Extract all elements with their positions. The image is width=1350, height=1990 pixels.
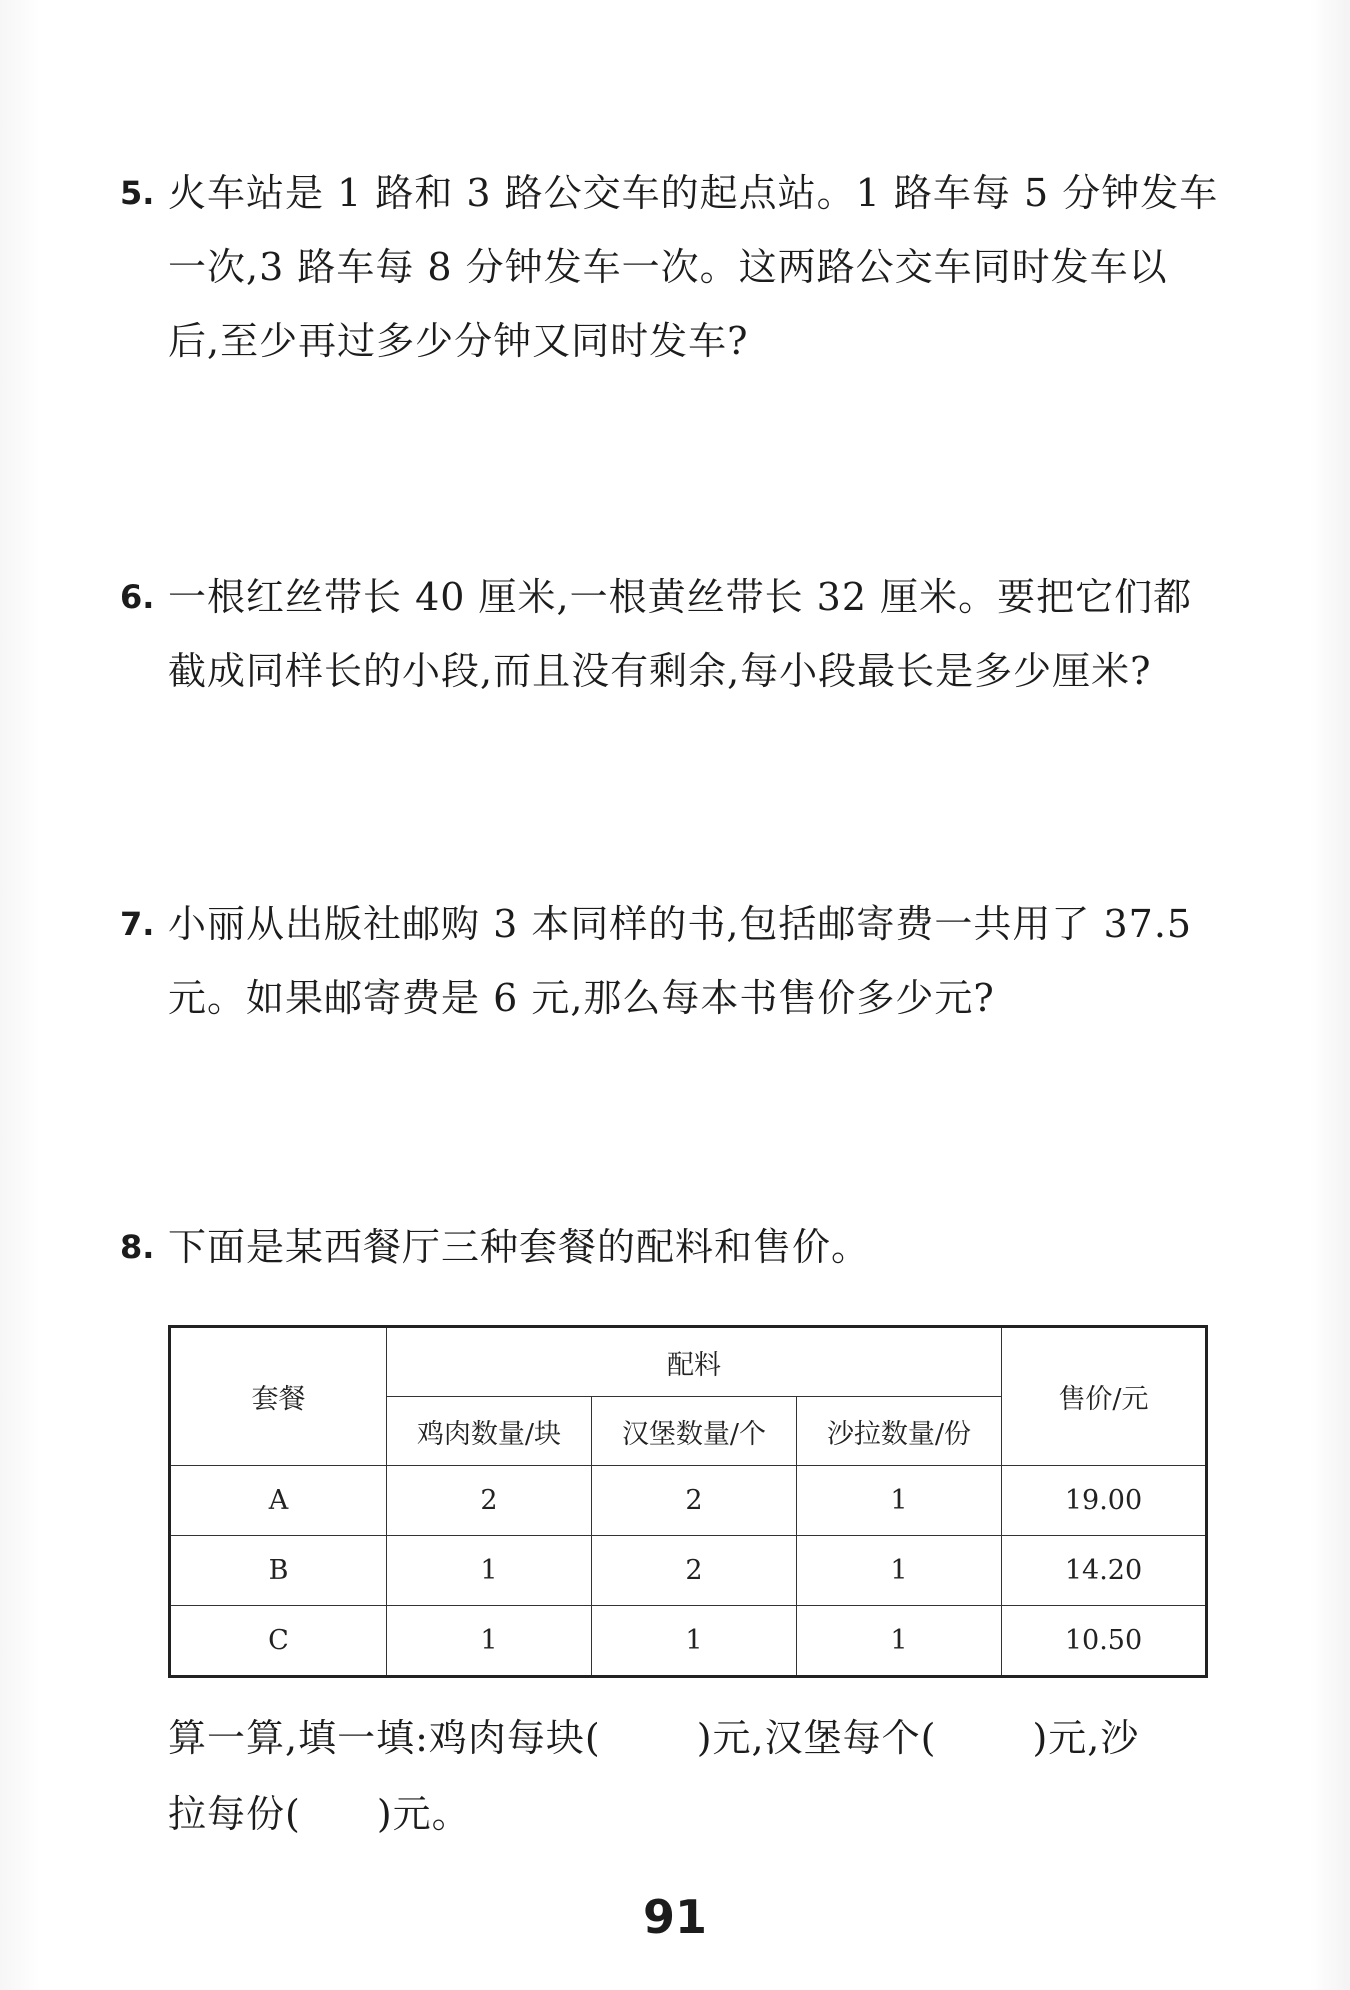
answer-blank-burger[interactable] bbox=[936, 1700, 1032, 1776]
fill-text: 拉每份( bbox=[168, 1792, 301, 1836]
fill-text: 算一算,填一填:鸡肉每块( bbox=[168, 1716, 601, 1760]
answer-blank-salad[interactable] bbox=[301, 1776, 377, 1852]
meal-set-table bbox=[168, 1325, 1208, 1678]
problem-text-line: 一次,3 路车每 8 分钟发车一次。这两路公交车同时发车以 bbox=[168, 245, 1168, 289]
problem-number: 6. bbox=[120, 578, 155, 616]
problem-text-line: 元。如果邮寄费是 6 元,那么每本书售价多少元? bbox=[168, 976, 995, 1020]
cell-burger: 2 bbox=[592, 1536, 797, 1606]
cell-set-name: A bbox=[170, 1466, 387, 1536]
problem-text-line: 截成同样长的小段,而且没有剩余,每小段最长是多少厘米? bbox=[168, 649, 1152, 693]
table-row bbox=[170, 1466, 1207, 1536]
problem-text-line: 下面是某西餐厅三种套餐的配料和售价。 bbox=[168, 1225, 871, 1269]
header-price: 售价/元 bbox=[1002, 1327, 1207, 1466]
cell-chicken: 1 bbox=[387, 1536, 592, 1606]
problem-8 bbox=[120, 1210, 1210, 1284]
header-burger: 汉堡数量/个 bbox=[592, 1397, 797, 1466]
table-row bbox=[170, 1536, 1207, 1606]
problem-5 bbox=[120, 156, 1219, 378]
table-row bbox=[170, 1606, 1207, 1677]
cell-set-name: B bbox=[170, 1536, 387, 1606]
fill-text: )元。 bbox=[376, 1792, 471, 1836]
problem-7 bbox=[120, 887, 1210, 1035]
header-chicken: 鸡肉数量/块 bbox=[387, 1397, 592, 1466]
cell-salad: 1 bbox=[797, 1466, 1002, 1536]
cell-set-name: C bbox=[170, 1606, 387, 1677]
fill-in-question bbox=[168, 1700, 1218, 1852]
cell-burger: 1 bbox=[592, 1606, 797, 1677]
problem-text-line: 火车站是 1 路和 3 路公交车的起点站。1 路车每 5 分钟发车 bbox=[168, 171, 1219, 215]
fill-text: )元,沙 bbox=[1032, 1716, 1140, 1760]
answer-blank-chicken[interactable] bbox=[601, 1700, 697, 1776]
cell-chicken: 2 bbox=[387, 1466, 592, 1536]
cell-chicken: 1 bbox=[387, 1606, 592, 1677]
cell-price: 19.00 bbox=[1002, 1466, 1207, 1536]
cell-price: 10.50 bbox=[1002, 1606, 1207, 1677]
problem-number: 7. bbox=[120, 905, 155, 943]
header-set: 套餐 bbox=[170, 1327, 387, 1466]
problem-text-line: 一根红丝带长 40 厘米,一根黄丝带长 32 厘米。要把它们都 bbox=[168, 575, 1193, 619]
cell-price: 14.20 bbox=[1002, 1536, 1207, 1606]
problem-number: 5. bbox=[120, 174, 155, 212]
cell-salad: 1 bbox=[797, 1606, 1002, 1677]
page-number: 91 bbox=[642, 1890, 707, 1944]
header-salad: 沙拉数量/份 bbox=[797, 1397, 1002, 1466]
cell-salad: 1 bbox=[797, 1536, 1002, 1606]
problem-text-line: 后,至少再过多少分钟又同时发车? bbox=[168, 319, 749, 363]
fill-text: )元,汉堡每个( bbox=[696, 1716, 937, 1760]
problem-6 bbox=[120, 560, 1210, 708]
cell-burger: 2 bbox=[592, 1466, 797, 1536]
problem-number: 8. bbox=[120, 1228, 155, 1266]
header-ingredients: 配料 bbox=[387, 1327, 1002, 1397]
problem-text-line: 小丽从出版社邮购 3 本同样的书,包括邮寄费一共用了 37.5 bbox=[168, 902, 1193, 946]
